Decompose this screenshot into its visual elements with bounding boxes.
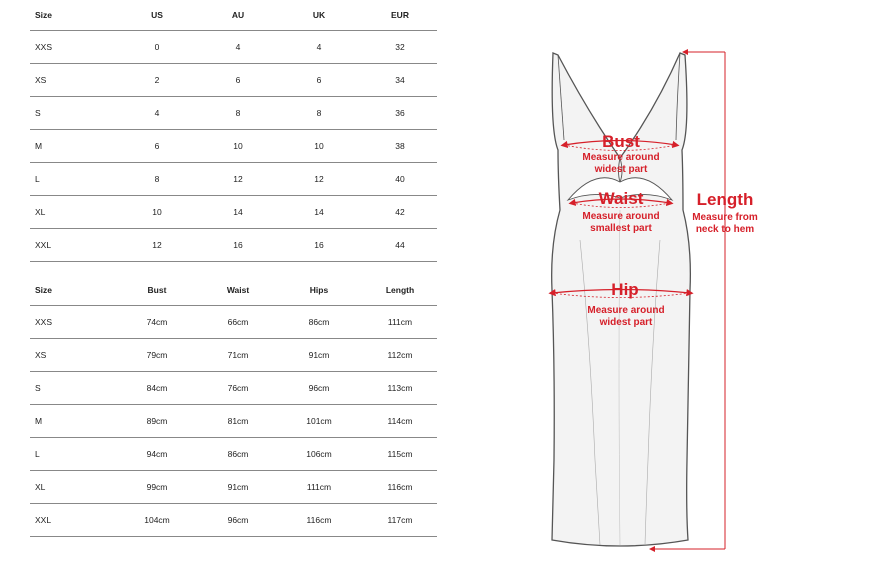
bust-description: Measure around widest part (582, 152, 660, 175)
table-row (30, 229, 437, 262)
header-uk: UK (312, 10, 326, 20)
cell-size: M (35, 141, 43, 151)
table-row (30, 97, 437, 130)
cell-us: 8 (154, 174, 160, 184)
header-size: Size (35, 285, 53, 295)
cell-hips: 111cm (306, 482, 332, 492)
cell-size: L (35, 174, 40, 184)
cell-size: XXL (35, 240, 52, 250)
cell-length: 111cm (387, 317, 413, 327)
cell-hips: 101cm (306, 416, 332, 426)
cell-size: S (35, 383, 41, 393)
cell-uk: 12 (314, 174, 324, 184)
table-row (30, 339, 437, 372)
table-row (30, 130, 437, 163)
cell-waist: 96cm (227, 515, 249, 525)
cell-size: XL (35, 207, 46, 217)
hip-description: Measure around widest part (587, 305, 665, 328)
table-row (30, 504, 437, 537)
cell-eur: 42 (395, 207, 405, 217)
cell-size: S (35, 108, 41, 118)
cell-size: M (35, 416, 43, 426)
cell-size: XS (35, 75, 47, 85)
cell-bust: 79cm (146, 350, 168, 360)
cell-length: 113cm (387, 383, 413, 393)
table-row (30, 405, 437, 438)
header-hips: Hips (309, 285, 329, 295)
cell-hips: 106cm (306, 449, 332, 459)
cell-hips: 86cm (308, 317, 330, 327)
cell-eur: 34 (395, 75, 405, 85)
cell-waist: 71cm (227, 350, 249, 360)
header-length: Length (385, 285, 415, 295)
size-conversion-table (30, 0, 437, 262)
cell-eur: 32 (395, 42, 405, 52)
cell-us: 10 (152, 207, 162, 217)
header-waist: Waist (226, 285, 250, 295)
table-row (30, 163, 437, 196)
cell-au: 6 (235, 75, 241, 85)
cell-bust: 99cm (146, 482, 168, 492)
cell-us: 12 (152, 240, 162, 250)
dress-measurement-diagram (520, 40, 870, 560)
cell-size: XL (35, 482, 46, 492)
table-row (30, 31, 437, 64)
cell-waist: 76cm (227, 383, 249, 393)
size-table-header (30, 0, 437, 31)
cell-size: L (35, 449, 40, 459)
measure-table-header (30, 275, 437, 306)
cell-us: 4 (154, 108, 160, 118)
dress-outline (552, 53, 691, 546)
waist-description: Measure around smallest part (582, 211, 660, 234)
table-row (30, 64, 437, 97)
table-row (30, 471, 437, 504)
cell-eur: 44 (395, 240, 405, 250)
cell-size: XXL (35, 515, 52, 525)
cell-au: 14 (233, 207, 243, 217)
cell-waist: 66cm (227, 317, 249, 327)
cell-length: 112cm (387, 350, 413, 360)
cell-size: XXS (35, 42, 53, 52)
cell-length: 117cm (387, 515, 413, 525)
cell-uk: 10 (314, 141, 324, 151)
length-description: Measure from neck to hem (692, 212, 758, 235)
cell-uk: 16 (314, 240, 324, 250)
body-measurement-table (30, 275, 437, 537)
cell-au: 10 (233, 141, 243, 151)
cell-eur: 38 (395, 141, 405, 151)
cell-hips: 116cm (306, 515, 332, 525)
cell-uk: 4 (316, 42, 322, 52)
cell-bust: 84cm (146, 383, 168, 393)
cell-length: 116cm (387, 482, 413, 492)
cell-uk: 8 (316, 108, 322, 118)
header-bust: Bust (147, 285, 167, 295)
header-size: Size (35, 10, 53, 20)
bust-label: Bust (602, 132, 640, 151)
header-au: AU (231, 10, 245, 20)
table-row (30, 196, 437, 229)
cell-waist: 91cm (227, 482, 249, 492)
cell-au: 16 (233, 240, 243, 250)
length-label: Length (696, 190, 754, 209)
cell-waist: 81cm (227, 416, 249, 426)
cell-us: 6 (154, 141, 160, 151)
cell-bust: 89cm (146, 416, 168, 426)
header-eur: EUR (391, 10, 409, 20)
cell-uk: 14 (314, 207, 324, 217)
cell-au: 12 (233, 174, 243, 184)
cell-au: 8 (235, 108, 241, 118)
cell-eur: 36 (395, 108, 405, 118)
hip-label: Hip (611, 280, 639, 299)
cell-bust: 94cm (146, 449, 168, 459)
cell-hips: 96cm (308, 383, 330, 393)
cell-bust: 74cm (146, 317, 168, 327)
cell-length: 114cm (387, 416, 413, 426)
cell-waist: 86cm (227, 449, 249, 459)
dress-illustration (520, 40, 870, 560)
cell-size: XXS (35, 317, 53, 327)
header-us: US (151, 10, 163, 20)
cell-length: 115cm (387, 449, 413, 459)
cell-us: 2 (154, 75, 160, 85)
waist-label: Waist (598, 189, 644, 208)
table-row (30, 438, 437, 471)
cell-size: XS (35, 350, 47, 360)
table-row (30, 306, 437, 339)
cell-eur: 40 (395, 174, 405, 184)
cell-uk: 6 (316, 75, 322, 85)
cell-hips: 91cm (308, 350, 330, 360)
cell-us: 0 (154, 42, 160, 52)
table-row (30, 372, 437, 405)
cell-au: 4 (235, 42, 241, 52)
cell-bust: 104cm (144, 515, 170, 525)
